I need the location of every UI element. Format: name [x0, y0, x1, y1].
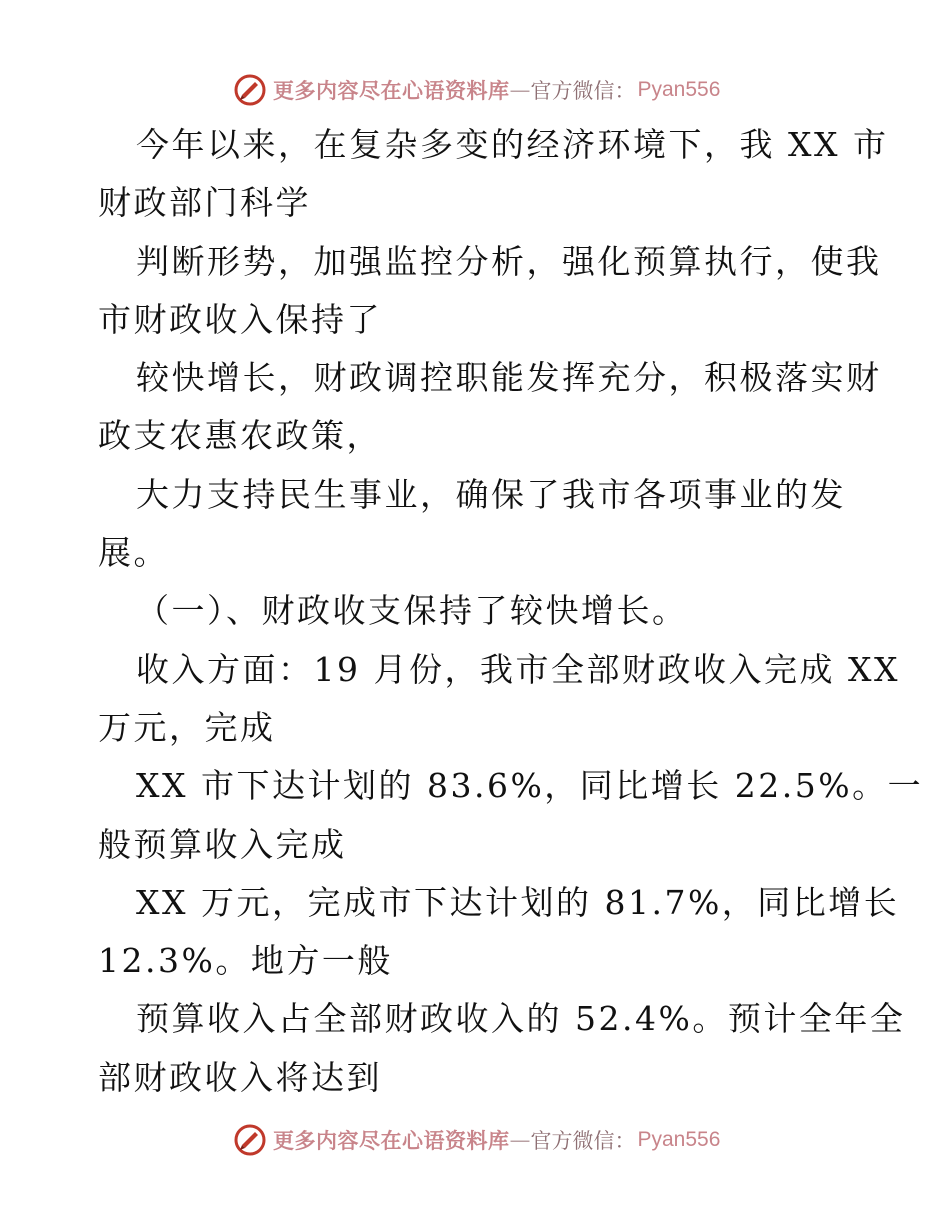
watermark-dash: —	[509, 1128, 531, 1152]
watermark-official-label: 官方微信：	[530, 79, 636, 103]
text-line: 展。	[98, 533, 169, 573]
text-line: XX 万元，完成市下达计划的 81.7%，同比增长	[136, 882, 900, 922]
header-watermark	[233, 73, 720, 107]
text-line: 今年以来，在复杂多变的经济环境下，我 XX 市	[136, 125, 889, 164]
text-line: 财政部门科学	[98, 183, 311, 223]
text-line: 万元，完成	[98, 707, 276, 747]
text-line: XX 市下达计划的 83.6%，同比增长 22.5%。一	[136, 766, 924, 806]
text-line: 预算收入占全部财政收入的 52.4%。预计全年全	[136, 999, 906, 1039]
text-line: 部财政收入将达到	[98, 1057, 382, 1097]
watermark-text: 更多内容尽在心语资料库	[273, 79, 510, 103]
text-line: 市财政收入保持了	[98, 299, 382, 339]
watermark-dash: —	[509, 78, 531, 102]
watermark-wechat-id: Pyan556	[637, 78, 721, 101]
text-line: 政支农惠农政策，	[98, 416, 382, 456]
document-body	[98, 116, 924, 1107]
watermark-wechat-id: Pyan556	[637, 1128, 721, 1151]
section-heading: （一）、财政收支保持了较快增长。	[136, 591, 688, 631]
text-line: 判断形势，加强监控分析，强化预算执行，使我	[136, 241, 882, 281]
text-line: 大力支持民生事业，确保了我市各项事业的发	[136, 474, 846, 514]
text-line: 较快增长，财政调控职能发挥充分，积极落实财	[136, 358, 882, 398]
watermark-logo-icon	[233, 1123, 267, 1157]
text-line: 收入方面：19 月份，我市全部财政收入完成 XX	[136, 649, 900, 689]
footer-watermark	[233, 1123, 720, 1157]
text-line: 12.3%。地方一般	[98, 941, 393, 981]
text-line: 般预算收入完成	[98, 824, 347, 864]
watermark-logo-icon	[233, 73, 267, 107]
watermark-text: 更多内容尽在心语资料库	[273, 1129, 510, 1153]
watermark-official-label: 官方微信：	[530, 1129, 636, 1153]
